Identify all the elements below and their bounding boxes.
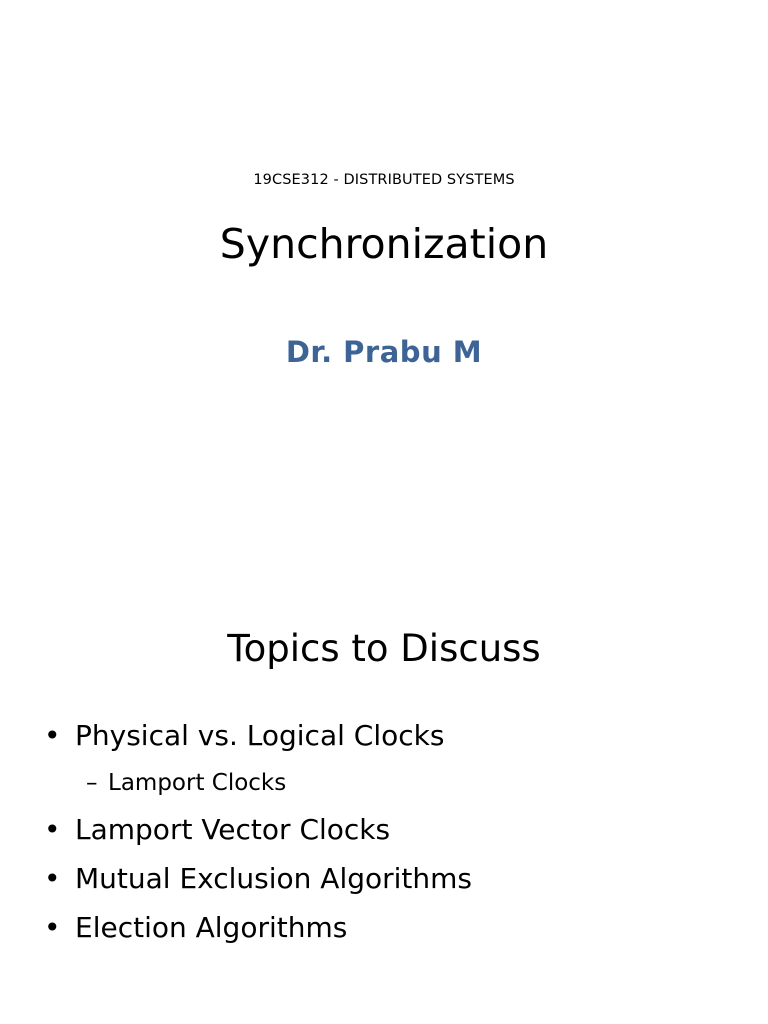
subtopic-text: Lamport Clocks (108, 770, 287, 796)
slide-title: Synchronization (219, 220, 549, 268)
bullet-icon: • (44, 719, 61, 752)
subtopic-item (86, 766, 286, 800)
topics-slide (0, 512, 768, 1024)
topic-text: Physical vs. Logical Clocks (75, 719, 445, 752)
author-name: Dr. Prabu M (285, 335, 483, 369)
topic-item (44, 908, 347, 948)
course-code: 19CSE312 - DISTRIBUTED SYSTEMS (253, 172, 515, 188)
topic-item (44, 859, 472, 899)
bullet-icon: • (44, 813, 61, 846)
topic-item (44, 810, 390, 850)
topic-text: Mutual Exclusion Algorithms (75, 862, 473, 895)
dash-icon: – (86, 770, 98, 796)
bullet-icon: • (44, 862, 61, 895)
topic-text: Lamport Vector Clocks (75, 813, 391, 846)
topic-item (44, 716, 444, 756)
topic-text: Election Algorithms (75, 911, 348, 944)
topics-title: Topics to Discuss (227, 627, 541, 670)
bullet-icon: • (44, 911, 61, 944)
